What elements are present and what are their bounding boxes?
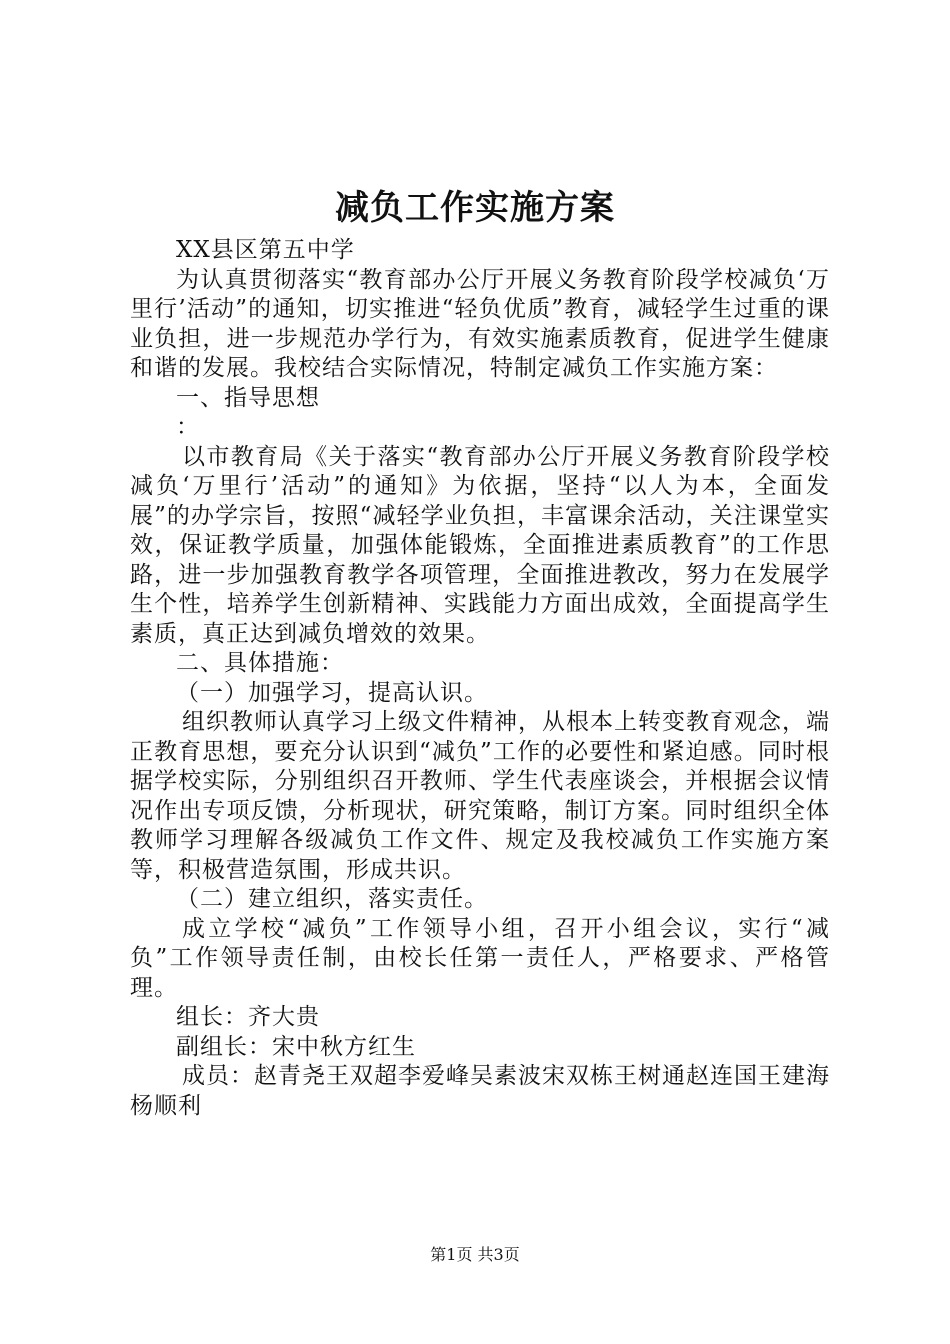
group-members: 成员：赵青尧王双超李爱峰吴素波宋双栋王树通赵连国王建海杨顺利 [130, 1063, 830, 1119]
intro-paragraph: 为认真贯彻落实“教育部办公厅开展义务教育阶段学校减负‘万里行’活动”的通知，切实推进“轻负优质”教育，减轻学生过重的课业负担，进一步规范办学行为，有效实施素质教育，促进学生健康和谐的发展。我校结合实际情况，特制定减负工作实施方案： [130, 266, 830, 381]
section-heading-guiding-ideology: 一、指导思想 [176, 384, 320, 411]
organization-paragraph: 成立学校“减负”工作领导小组，召开小组会议，实行“减负”工作领导责任制，由校长任第一责任人，严格要求、严格管理。 [130, 915, 830, 1001]
colon-line: ： [176, 414, 200, 440]
page-indicator: 第1页 共3页 [430, 1245, 520, 1264]
document-title: 减负工作实施方案 [335, 188, 615, 228]
subheading-study: （一）加强学习，提高认识。 [176, 679, 488, 706]
guiding-ideology-paragraph: 以市教育局《关于落实“教育部办公厅开展义务教育阶段学校减负‘万里行’活动”的通知》为依据，坚持“以人为本，全面发展”的办学宗旨，按照“减轻学业负担，丰富课余活动，关注课堂实效，保证教学质量，加强体能锻炼，全面推进素质教育”的工作思路，进一步加强教育教学各项管理，全面推进教改，努力在发展学生个性，培养学生创新精神、实践能力方面出成效，全面提高学生素质，真正达到减负增效的效果。 [130, 443, 830, 647]
school-name: XX县区第五中学 [176, 237, 355, 263]
document-body [130, 236, 830, 1121]
section-heading-measures: 二、具体措施： [176, 650, 344, 676]
subheading-organization: （二）建立组织，落实责任。 [176, 886, 488, 912]
deputy-group-leader: 副组长：宋中秋方红生 [176, 1033, 416, 1060]
group-leader: 组长：齐大贵 [176, 1004, 320, 1030]
study-paragraph: 组织教师认真学习上级文件精神，从根本上转变教育观念，端正教育思想，要充分认识到“减负”工作的必要性和紧迫感。同时根据学校实际，分别组织召开教师、学生代表座谈会，并根据会议情况作出专项反馈，分析现状，研究策略，制订方案。同时组织全体教师学习理解各级减负工作文件、规定及我校减负工作实施方案等，积极营造氛围，形成共识。 [130, 709, 830, 883]
